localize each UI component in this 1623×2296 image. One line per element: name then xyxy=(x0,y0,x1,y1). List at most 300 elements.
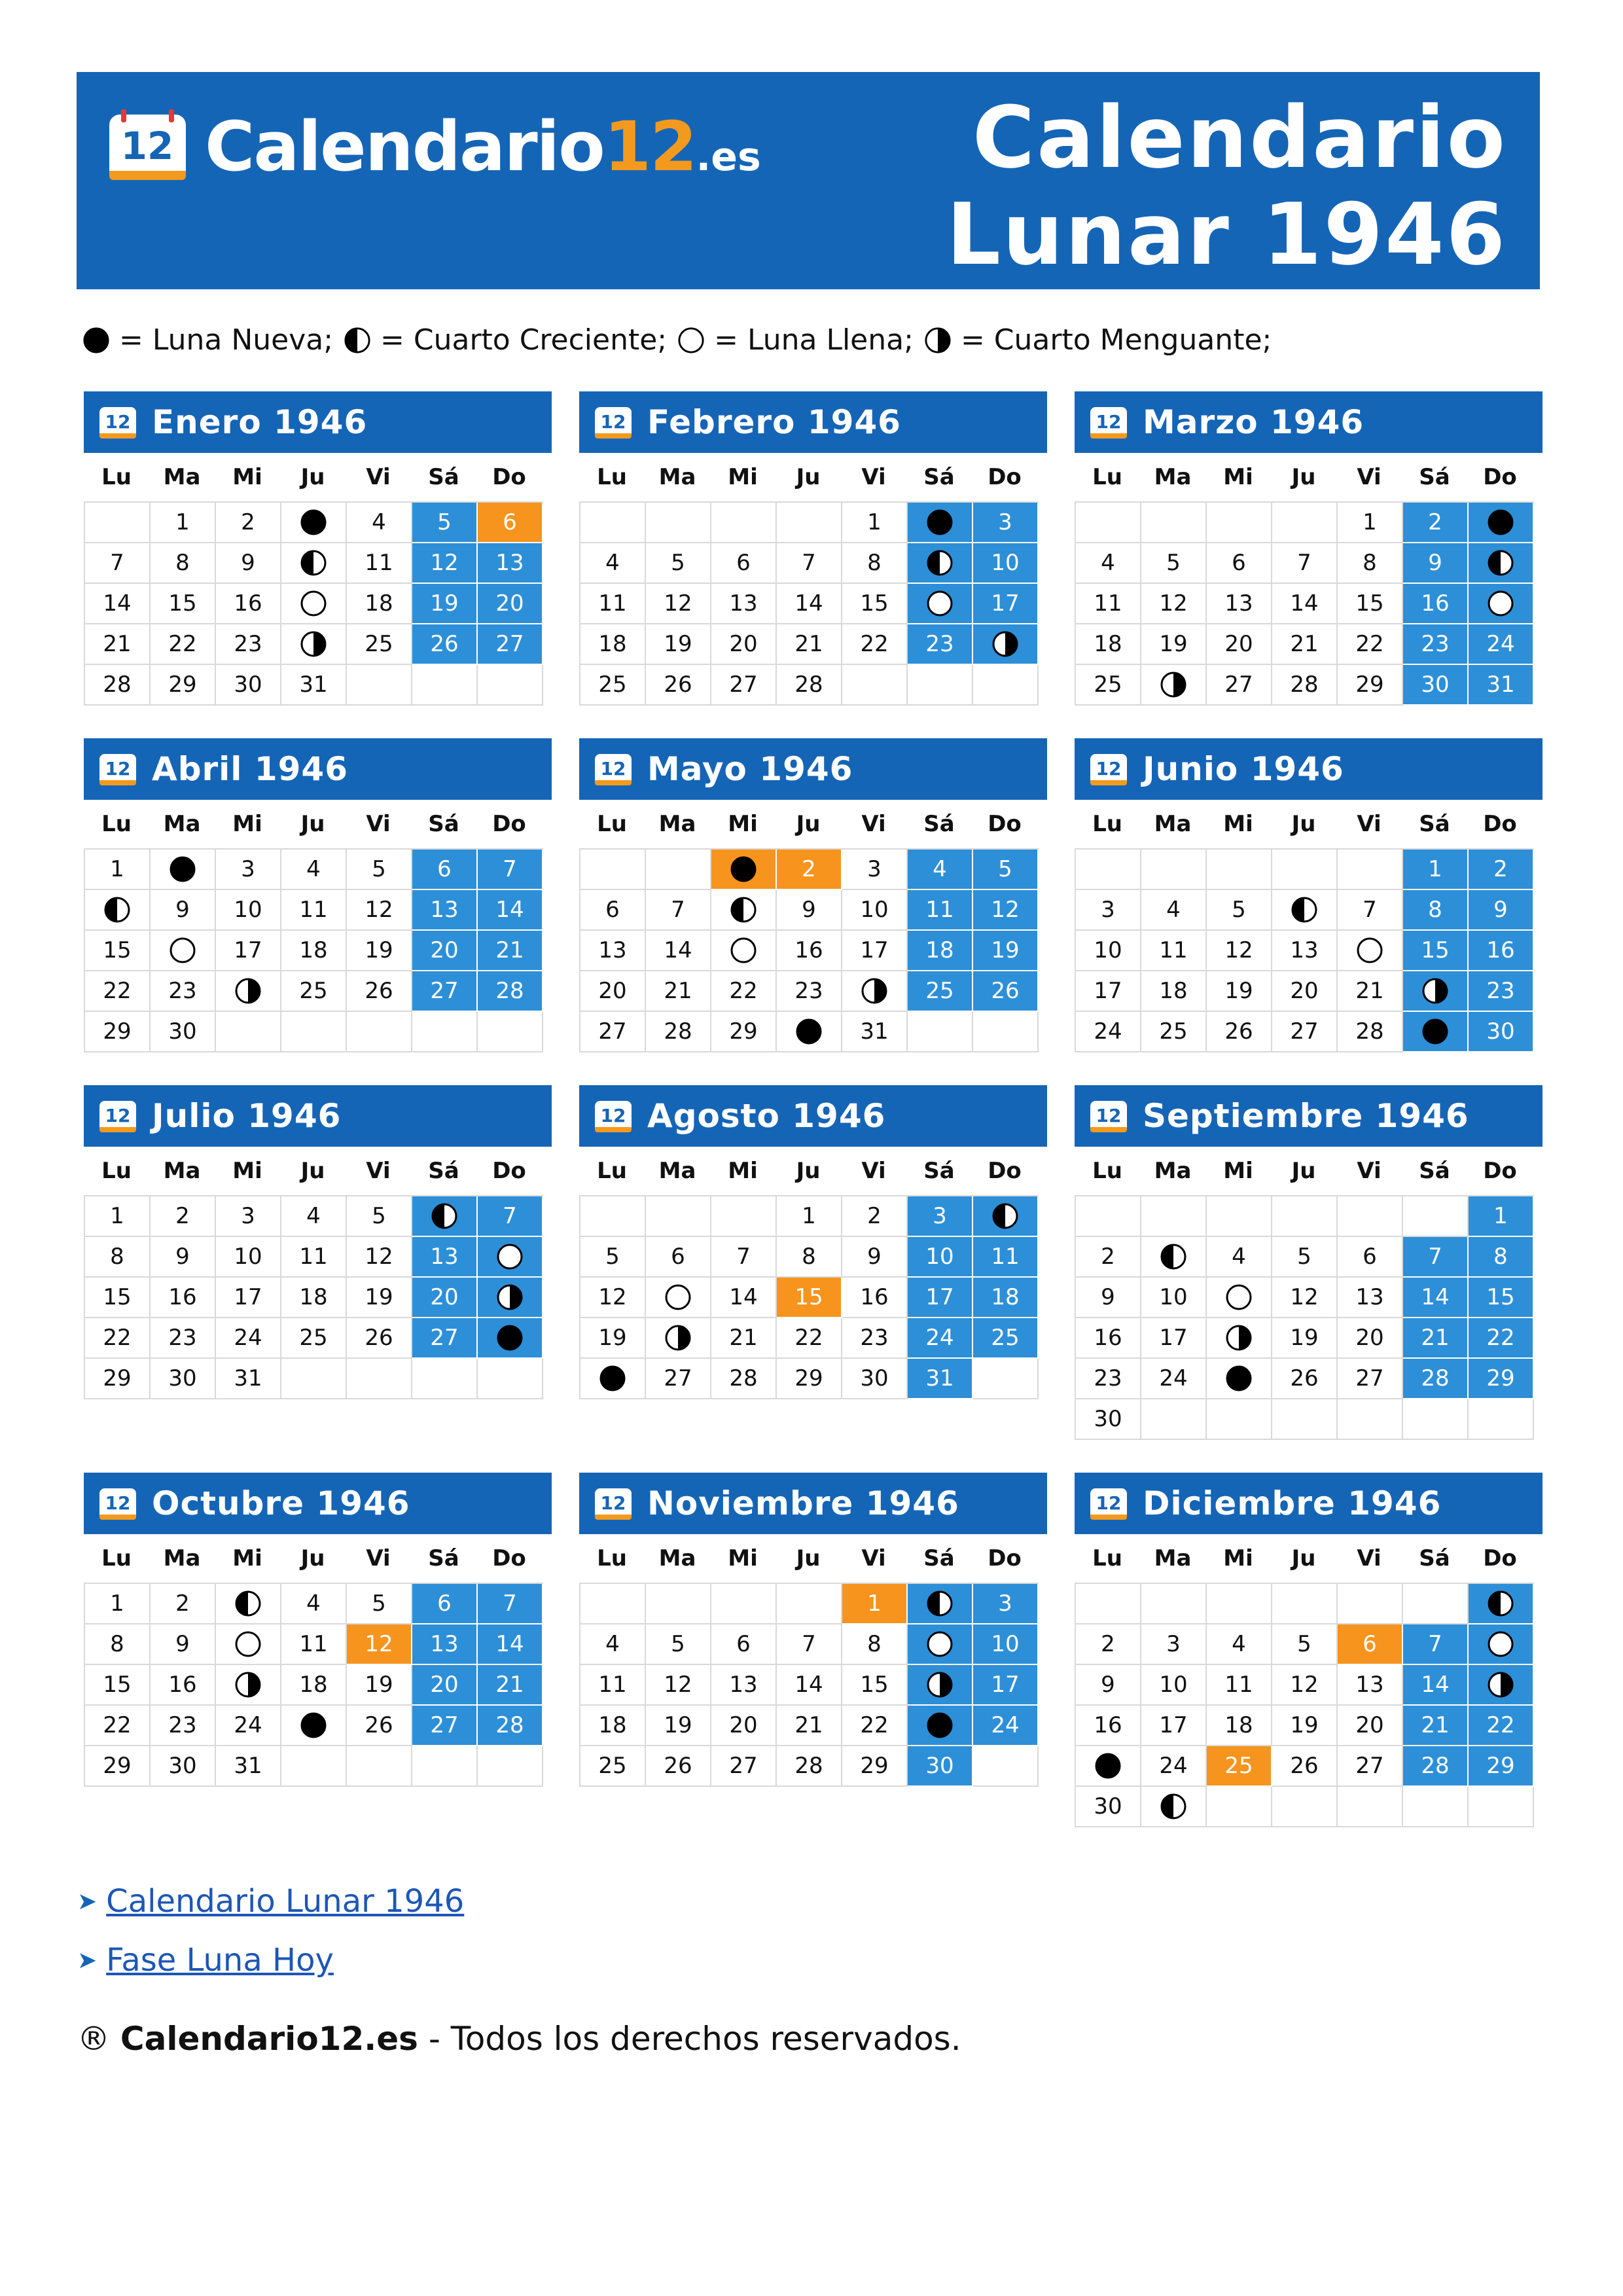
weekday-label: Lu xyxy=(597,1158,627,1184)
day-cell: 17 xyxy=(973,1665,1039,1706)
day-cell xyxy=(1469,543,1534,584)
day-cell xyxy=(216,1665,281,1706)
empty-day-cell xyxy=(1338,1399,1403,1440)
day-cell: 5 xyxy=(973,850,1039,890)
day-cell xyxy=(151,931,216,971)
day-cell: 11 xyxy=(347,543,412,584)
weekday-label: Lu xyxy=(101,1158,132,1184)
day-cell: 28 xyxy=(777,1746,842,1787)
day-cell: 28 xyxy=(1403,1746,1469,1787)
day-cell xyxy=(842,971,908,1012)
day-cell: 18 xyxy=(580,624,646,665)
empty-day-cell xyxy=(412,1012,478,1052)
first-quarter-icon xyxy=(1486,548,1515,577)
day-cell: 27 xyxy=(412,1318,478,1359)
day-cell: 5 xyxy=(412,503,478,543)
day-cell: 6 xyxy=(1338,1624,1403,1665)
day-cell: 19 xyxy=(646,624,711,665)
day-cell: 12 xyxy=(580,1278,646,1318)
full-moon-icon xyxy=(925,1630,954,1659)
day-cell: 6 xyxy=(711,1624,777,1665)
day-cell: 18 xyxy=(281,931,347,971)
full-moon-icon xyxy=(729,936,758,965)
empty-day-cell xyxy=(580,850,646,890)
day-grid xyxy=(579,1583,1039,1787)
empty-day-cell xyxy=(1141,1399,1207,1440)
day-cell: 3 xyxy=(973,503,1039,543)
weekday-label: Ma xyxy=(1154,811,1192,837)
day-cell: 13 xyxy=(412,1624,478,1665)
day-cell xyxy=(711,850,777,890)
day-cell: 22 xyxy=(85,1706,151,1746)
last-quarter-icon xyxy=(925,1670,954,1699)
empty-day-cell xyxy=(1403,1584,1469,1624)
legend-last-quarter xyxy=(924,321,1272,360)
day-cell: 15 xyxy=(842,584,908,624)
day-cell: 25 xyxy=(1076,665,1141,706)
new-moon-icon xyxy=(1094,1751,1122,1780)
day-cell: 20 xyxy=(1207,624,1272,665)
weekday-label: Ju xyxy=(300,464,325,490)
day-cell: 10 xyxy=(908,1237,973,1278)
empty-day-cell xyxy=(281,1359,347,1399)
day-cell: 30 xyxy=(1403,665,1469,706)
first-quarter-icon xyxy=(103,895,132,924)
calendar-icon xyxy=(1089,404,1128,440)
day-cell: 7 xyxy=(777,1624,842,1665)
day-cell: 6 xyxy=(412,850,478,890)
weekday-label: Vi xyxy=(366,464,391,490)
svg-text:12: 12 xyxy=(105,1492,131,1514)
weekday-label: Mi xyxy=(728,1545,758,1571)
day-cell: 21 xyxy=(1338,971,1403,1012)
svg-text:12: 12 xyxy=(1096,1105,1122,1126)
footer-copyright xyxy=(77,2016,961,2062)
weekday-label: Ju xyxy=(1291,1158,1316,1184)
weekday-label: Do xyxy=(492,1158,526,1184)
day-cell: 2 xyxy=(151,1196,216,1237)
day-cell: 19 xyxy=(973,931,1039,971)
day-cell: 4 xyxy=(281,850,347,890)
day-grid xyxy=(579,1195,1039,1399)
day-cell: 9 xyxy=(151,890,216,931)
empty-day-cell xyxy=(646,503,711,543)
empty-day-cell xyxy=(973,1012,1039,1052)
day-cell: 18 xyxy=(973,1278,1039,1318)
empty-day-cell xyxy=(1076,503,1141,543)
new-moon-icon xyxy=(299,1711,328,1740)
empty-day-cell xyxy=(1141,1196,1207,1237)
empty-day-cell xyxy=(908,1012,973,1052)
weekday-header xyxy=(84,1534,552,1583)
day-grid xyxy=(84,1195,543,1399)
day-cell xyxy=(478,1278,543,1318)
weekday-label: Mi xyxy=(1223,1158,1253,1184)
svg-text:12: 12 xyxy=(600,1105,626,1126)
day-cell: 7 xyxy=(1403,1624,1469,1665)
svg-text:12: 12 xyxy=(120,124,174,168)
month-calendar xyxy=(579,1085,1047,1399)
empty-day-cell xyxy=(1141,850,1207,890)
day-cell: 2 xyxy=(216,503,281,543)
weekday-label: Mi xyxy=(232,1545,262,1571)
weekday-label: Mi xyxy=(232,1158,262,1184)
empty-day-cell xyxy=(973,1359,1039,1399)
month-header xyxy=(84,1085,552,1147)
day-cell: 12 xyxy=(412,543,478,584)
empty-day-cell xyxy=(1338,1196,1403,1237)
first-quarter-icon xyxy=(1290,895,1319,924)
day-cell: 25 xyxy=(580,665,646,706)
day-cell: 23 xyxy=(1403,624,1469,665)
empty-day-cell xyxy=(1272,1787,1338,1827)
footer-text: - Todos los derechos reservados. xyxy=(418,2020,961,2058)
day-cell: 26 xyxy=(412,624,478,665)
day-cell: 16 xyxy=(1076,1318,1141,1359)
day-cell xyxy=(1272,890,1338,931)
day-cell: 22 xyxy=(1469,1706,1534,1746)
day-cell: 4 xyxy=(580,1624,646,1665)
last-quarter-icon xyxy=(1159,670,1188,699)
day-cell: 5 xyxy=(1207,890,1272,931)
day-cell: 15 xyxy=(85,931,151,971)
month-header xyxy=(84,738,552,800)
day-cell: 1 xyxy=(85,850,151,890)
day-cell: 28 xyxy=(777,665,842,706)
month-title: Enero 1946 xyxy=(152,403,368,441)
day-cell: 5 xyxy=(1272,1624,1338,1665)
svg-text:12: 12 xyxy=(105,411,131,433)
day-cell: 15 xyxy=(1403,931,1469,971)
weekday-label: Vi xyxy=(1357,811,1382,837)
first-quarter-icon xyxy=(1486,1589,1515,1618)
day-cell: 26 xyxy=(1272,1359,1338,1399)
day-cell: 19 xyxy=(646,1706,711,1746)
day-cell: 8 xyxy=(842,543,908,584)
day-cell: 28 xyxy=(646,1012,711,1052)
day-cell: 29 xyxy=(1469,1746,1534,1787)
calendar-icon xyxy=(1089,1098,1128,1134)
day-cell: 20 xyxy=(1272,971,1338,1012)
weekday-label: Do xyxy=(492,464,526,490)
day-cell: 30 xyxy=(151,1746,216,1787)
empty-day-cell xyxy=(347,1746,412,1787)
link-lunar-calendar[interactable]: Calendario Lunar 1946 xyxy=(106,1883,465,1920)
day-cell: 10 xyxy=(1141,1278,1207,1318)
day-cell: 10 xyxy=(216,1237,281,1278)
svg-text:12: 12 xyxy=(600,758,626,780)
day-cell: 31 xyxy=(281,665,347,706)
day-cell: 19 xyxy=(1207,971,1272,1012)
day-cell: 24 xyxy=(216,1706,281,1746)
day-cell: 20 xyxy=(412,1665,478,1706)
empty-day-cell xyxy=(1403,1787,1469,1827)
day-cell: 4 xyxy=(1141,890,1207,931)
svg-text:12: 12 xyxy=(105,1105,131,1126)
page-title xyxy=(946,89,1507,283)
day-cell: 18 xyxy=(347,584,412,624)
day-cell: 15 xyxy=(1469,1278,1534,1318)
weekday-label: Ju xyxy=(300,811,325,837)
new-moon-icon xyxy=(794,1017,823,1046)
month-header xyxy=(1075,391,1543,453)
weekday-label: Vi xyxy=(366,811,391,837)
day-cell: 29 xyxy=(85,1746,151,1787)
empty-day-cell xyxy=(478,665,543,706)
day-cell: 17 xyxy=(1141,1318,1207,1359)
new-moon-icon xyxy=(598,1364,627,1393)
weekday-label: Ju xyxy=(300,1545,325,1571)
weekday-label: Vi xyxy=(861,1158,886,1184)
day-cell: 19 xyxy=(1272,1318,1338,1359)
month-header xyxy=(84,391,552,453)
month-title: Septiembre 1946 xyxy=(1143,1097,1469,1135)
day-cell: 18 xyxy=(1076,624,1141,665)
weekday-header xyxy=(1075,1534,1543,1583)
month-calendar xyxy=(84,1473,552,1787)
day-cell: 23 xyxy=(151,971,216,1012)
day-cell: 22 xyxy=(711,971,777,1012)
day-cell: 15 xyxy=(85,1665,151,1706)
day-cell xyxy=(1469,1584,1534,1624)
day-cell: 13 xyxy=(580,931,646,971)
day-cell: 22 xyxy=(842,1706,908,1746)
day-cell: 15 xyxy=(842,1665,908,1706)
day-cell: 11 xyxy=(973,1237,1039,1278)
day-cell: 16 xyxy=(1403,584,1469,624)
day-cell xyxy=(1469,1665,1534,1706)
full-moon-icon xyxy=(168,936,197,965)
empty-day-cell xyxy=(412,665,478,706)
month-header xyxy=(579,391,1047,453)
day-grid xyxy=(579,848,1039,1052)
day-cell: 14 xyxy=(478,1624,543,1665)
empty-day-cell xyxy=(646,1584,711,1624)
weekday-label: Ma xyxy=(163,464,201,490)
month-calendar xyxy=(84,391,552,706)
day-cell: 5 xyxy=(646,1624,711,1665)
empty-day-cell xyxy=(85,503,151,543)
day-cell: 5 xyxy=(347,1584,412,1624)
svg-text:12: 12 xyxy=(600,1492,626,1514)
day-cell: 14 xyxy=(478,890,543,931)
day-cell: 10 xyxy=(973,1624,1039,1665)
day-cell xyxy=(711,931,777,971)
weekday-label: Sá xyxy=(1419,464,1450,490)
day-cell xyxy=(973,1196,1039,1237)
day-cell: 7 xyxy=(1272,543,1338,584)
day-cell xyxy=(908,1584,973,1624)
day-cell: 21 xyxy=(85,624,151,665)
weekday-label: Lu xyxy=(1092,811,1122,837)
day-cell: 13 xyxy=(711,584,777,624)
full-moon-icon xyxy=(495,1242,524,1271)
day-cell: 27 xyxy=(1338,1746,1403,1787)
calendar-icon xyxy=(1089,1486,1128,1521)
day-cell xyxy=(777,1012,842,1052)
empty-day-cell xyxy=(1141,503,1207,543)
weekday-label: Mi xyxy=(1223,811,1253,837)
svg-text:12: 12 xyxy=(600,411,626,433)
last-quarter-icon xyxy=(234,977,262,1005)
day-cell: 13 xyxy=(412,1237,478,1278)
day-cell: 22 xyxy=(1469,1318,1534,1359)
day-cell xyxy=(412,1196,478,1237)
day-cell: 18 xyxy=(281,1665,347,1706)
first-quarter-icon xyxy=(1159,1242,1188,1271)
day-cell: 13 xyxy=(478,543,543,584)
day-cell: 31 xyxy=(216,1359,281,1399)
last-quarter-icon xyxy=(860,977,889,1005)
weekday-label: Vi xyxy=(366,1545,391,1571)
day-cell: 24 xyxy=(1469,624,1534,665)
month-title: Octubre 1946 xyxy=(152,1484,410,1522)
day-cell: 13 xyxy=(412,890,478,931)
day-cell: 11 xyxy=(281,1237,347,1278)
day-cell: 16 xyxy=(842,1278,908,1318)
empty-day-cell xyxy=(1403,1399,1469,1440)
day-grid xyxy=(1075,1583,1534,1827)
svg-text:12: 12 xyxy=(105,758,131,780)
day-cell: 7 xyxy=(478,850,543,890)
day-cell: 23 xyxy=(777,971,842,1012)
empty-day-cell xyxy=(1338,1787,1403,1827)
day-cell: 11 xyxy=(1076,584,1141,624)
day-cell: 22 xyxy=(85,1318,151,1359)
weekday-label: Do xyxy=(492,1545,526,1571)
day-cell: 29 xyxy=(1469,1359,1534,1399)
day-cell: 31 xyxy=(842,1012,908,1052)
day-cell: 20 xyxy=(478,584,543,624)
first-quarter-icon xyxy=(299,548,328,577)
day-cell: 14 xyxy=(85,584,151,624)
weekday-label: Ju xyxy=(1291,811,1316,837)
empty-day-cell xyxy=(711,503,777,543)
day-cell: 25 xyxy=(580,1746,646,1787)
new-moon-icon xyxy=(495,1323,524,1352)
day-cell: 26 xyxy=(646,1746,711,1787)
day-cell: 24 xyxy=(1141,1746,1207,1787)
empty-day-cell xyxy=(1207,1196,1272,1237)
day-cell: 28 xyxy=(1338,1012,1403,1052)
day-cell: 8 xyxy=(1403,890,1469,931)
page-title-line2: Lunar 1946 xyxy=(946,185,1507,284)
day-cell: 1 xyxy=(1403,850,1469,890)
day-cell: 9 xyxy=(1469,890,1534,931)
day-cell: 28 xyxy=(711,1359,777,1399)
full-moon-icon xyxy=(234,1630,262,1659)
day-cell: 23 xyxy=(151,1318,216,1359)
day-cell xyxy=(1207,1278,1272,1318)
day-grid xyxy=(84,1583,543,1787)
day-cell: 8 xyxy=(777,1237,842,1278)
day-cell: 19 xyxy=(347,1665,412,1706)
day-cell: 7 xyxy=(1338,890,1403,931)
last-quarter-icon xyxy=(1486,1670,1515,1699)
weekday-label: Vi xyxy=(1357,464,1382,490)
weekday-label: Sá xyxy=(1419,1158,1450,1184)
first-quarter-icon xyxy=(234,1589,262,1618)
legend-first-quarter xyxy=(344,321,667,360)
day-cell: 3 xyxy=(216,850,281,890)
empty-day-cell xyxy=(1403,1196,1469,1237)
empty-day-cell xyxy=(347,1359,412,1399)
day-cell: 18 xyxy=(580,1706,646,1746)
legend-full-moon-label: = Luna Llena; xyxy=(714,323,914,357)
day-cell: 22 xyxy=(1338,624,1403,665)
day-cell: 29 xyxy=(842,1746,908,1787)
link-moon-phase-today[interactable]: Fase Luna Hoy xyxy=(106,1942,334,1979)
weekday-header xyxy=(1075,1147,1543,1195)
empty-day-cell xyxy=(908,665,973,706)
empty-day-cell xyxy=(1076,850,1141,890)
day-grid xyxy=(1075,1195,1534,1440)
day-cell: 3 xyxy=(1076,890,1141,931)
day-cell xyxy=(1403,971,1469,1012)
day-cell: 9 xyxy=(151,1237,216,1278)
page-header xyxy=(77,72,1540,289)
weekday-label: Mi xyxy=(1223,464,1253,490)
weekday-label: Ma xyxy=(163,1545,201,1571)
day-cell xyxy=(216,1584,281,1624)
empty-day-cell xyxy=(1272,1196,1338,1237)
day-cell xyxy=(646,1278,711,1318)
weekday-label: Do xyxy=(1483,811,1517,837)
day-cell: 14 xyxy=(1403,1278,1469,1318)
empty-day-cell xyxy=(646,850,711,890)
empty-day-cell xyxy=(1076,1196,1141,1237)
weekday-label: Vi xyxy=(861,811,886,837)
weekday-label: Vi xyxy=(861,1545,886,1571)
month-title: Marzo 1946 xyxy=(1143,403,1364,441)
weekday-label: Mi xyxy=(232,464,262,490)
weekday-label: Ma xyxy=(658,811,696,837)
page-title-line1: Calendario xyxy=(972,88,1507,187)
day-grid xyxy=(84,501,543,706)
day-cell: 4 xyxy=(1207,1624,1272,1665)
day-cell: 18 xyxy=(281,1278,347,1318)
empty-day-cell xyxy=(1272,503,1338,543)
weekday-label: Do xyxy=(988,464,1022,490)
weekday-label: Sá xyxy=(428,1545,459,1571)
day-cell: 27 xyxy=(711,1746,777,1787)
full-moon-icon xyxy=(1486,1630,1515,1659)
day-cell: 19 xyxy=(347,931,412,971)
day-cell: 29 xyxy=(85,1359,151,1399)
day-cell: 4 xyxy=(281,1196,347,1237)
footer-brand: Calendario12.es xyxy=(120,2020,418,2058)
weekday-label: Lu xyxy=(1092,1158,1122,1184)
related-links xyxy=(77,1872,464,1990)
day-grid xyxy=(84,848,543,1052)
day-cell: 6 xyxy=(412,1584,478,1624)
day-cell: 16 xyxy=(151,1665,216,1706)
day-cell: 27 xyxy=(580,1012,646,1052)
empty-day-cell xyxy=(1272,850,1338,890)
calendar-icon xyxy=(98,1486,137,1521)
day-cell: 4 xyxy=(1207,1237,1272,1278)
logo-wordmark xyxy=(205,107,761,193)
weekday-label: Sá xyxy=(923,811,955,837)
day-cell: 23 xyxy=(216,624,281,665)
weekday-label: Do xyxy=(988,1545,1022,1571)
day-cell: 1 xyxy=(777,1196,842,1237)
day-cell: 24 xyxy=(216,1318,281,1359)
day-cell: 27 xyxy=(711,665,777,706)
day-cell xyxy=(85,890,151,931)
day-cell: 22 xyxy=(842,624,908,665)
empty-day-cell xyxy=(478,1746,543,1787)
